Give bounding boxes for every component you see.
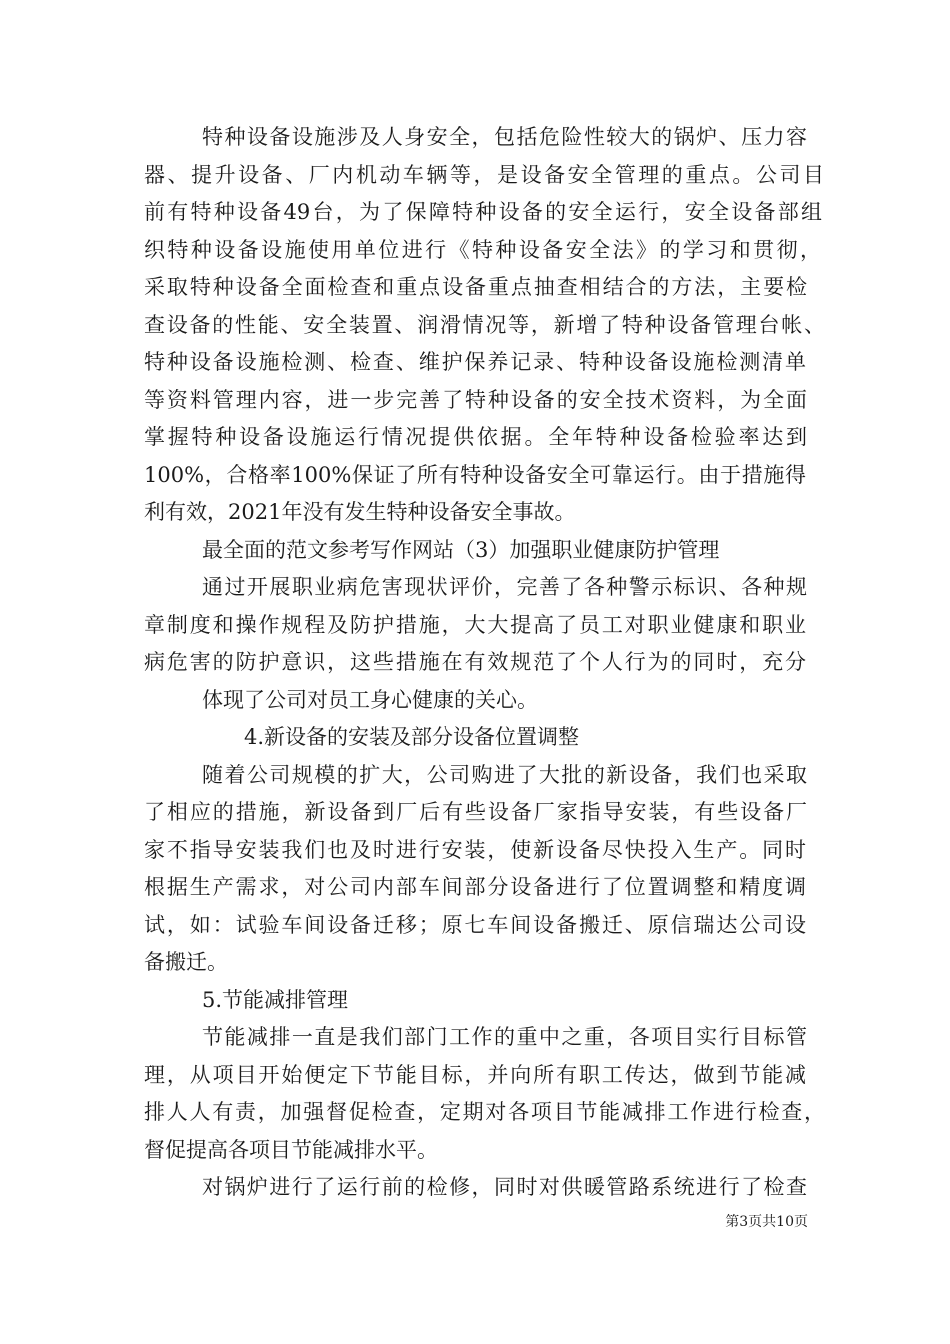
- paragraph-line: 家不指导安装我们也及时进行安装，使新设备尽快投入生产。同时: [144, 838, 806, 862]
- paragraph-line: 了相应的措施，新设备到厂后有些设备厂家指导安装，有些设备厂: [144, 800, 807, 824]
- paragraph-line: 病危害的防护意识，这些措施在有效规范了个人行为的同时，充分: [144, 650, 806, 674]
- section-heading: 5.节能减排管理: [202, 988, 349, 1012]
- page-number-footer: 第3页共10页: [725, 1214, 808, 1230]
- paragraph-line: 特种设备设施涉及人身安全，包括危险性较大的锅炉、压力容: [202, 125, 807, 149]
- paragraph-line: 排人人有责，加强督促检查，定期对各项目节能减排工作进行检查，: [144, 1100, 825, 1124]
- paragraph-line: 织特种设备设施使用单位进行《特种设备安全法》的学习和贯彻，: [144, 238, 821, 262]
- section-heading: 最全面的范文参考写作网站（3）加强职业健康防护管理: [202, 538, 720, 562]
- paragraph-line: 通过开展职业病危害现状评价，完善了各种警示标识、各种规: [202, 575, 807, 599]
- paragraph-line: 100%，合格率100%保证了所有特种设备安全可靠运行。由于措施得: [144, 463, 806, 487]
- paragraph-line: 备搬迁。: [144, 950, 228, 974]
- paragraph-line: 器、提升设备、厂内机动车辆等，是设备安全管理的重点。公司目: [144, 163, 824, 187]
- paragraph-line: 等资料管理内容，进一步完善了特种设备的安全技术资料，为全面: [144, 388, 807, 412]
- paragraph-line: 查设备的性能、安全装置、润滑情况等，新增了特种设备管理台帐、: [144, 313, 825, 337]
- paragraph-line: 体现了公司对员工身心健康的关心。: [202, 688, 538, 712]
- paragraph-line: 随着公司规模的扩大，公司购进了大批的新设备，我们也采取: [202, 763, 807, 787]
- paragraph-line: 督促提高各项目节能减排水平。: [144, 1138, 438, 1162]
- paragraph-line: 理，从项目开始便定下节能目标，并向所有职工传达，做到节能减: [144, 1063, 806, 1087]
- paragraph-line: 掌握特种设备设施运行情况提供依据。全年特种设备检验率达到: [144, 425, 807, 449]
- section-heading: 4.新设备的安装及部分设备位置调整: [244, 725, 580, 749]
- paragraph-line: 前有特种设备49台，为了保障特种设备的安全运行，安全设备部组: [144, 200, 822, 224]
- paragraph-line: 节能减排一直是我们部门工作的重中之重，各项目实行目标管: [202, 1025, 807, 1049]
- paragraph-line: 章制度和操作规程及防护措施，大大提高了员工对职业健康和职业: [144, 613, 806, 637]
- paragraph-line: 试，如：试验车间设备迁移；原七车间设备搬迁、原信瑞达公司设: [144, 913, 806, 937]
- paragraph-line: 根据生产需求，对公司内部车间部分设备进行了位置调整和精度调: [144, 875, 806, 899]
- paragraph-line: 利有效，2021年没有发生特种设备安全事故。: [144, 500, 576, 524]
- paragraph-line: 对锅炉进行了运行前的检修，同时对供暖管路系统进行了检查: [202, 1175, 807, 1199]
- paragraph-line: 特种设备设施检测、检查、维护保养记录、特种设备设施检测清单: [144, 350, 806, 374]
- paragraph-line: 采取特种设备全面检查和重点设备重点抽查相结合的方法，主要检: [144, 275, 807, 299]
